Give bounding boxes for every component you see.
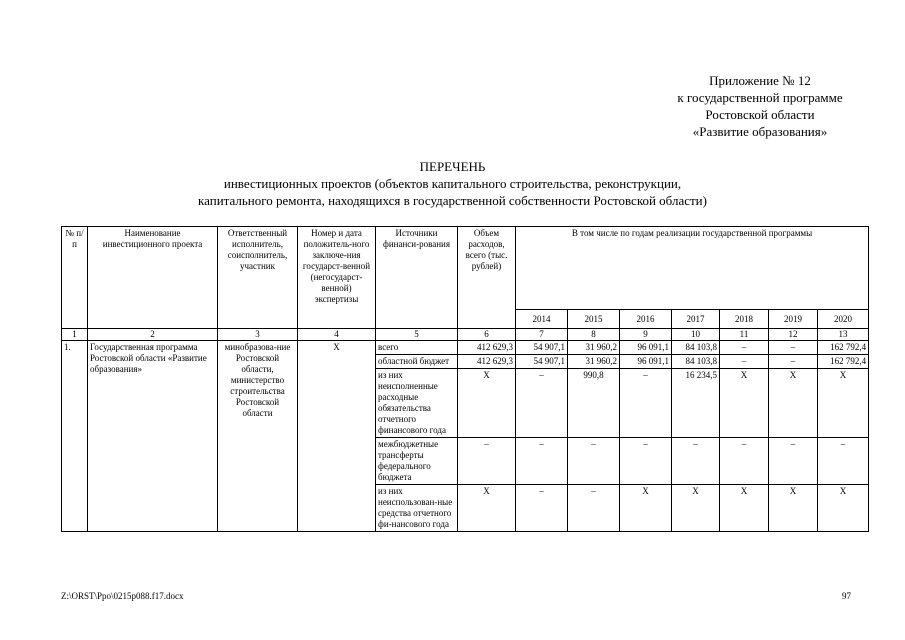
document-title (0, 158, 905, 209)
appendix-line-1: Приложение № 12 (709, 73, 811, 88)
value-cell: Х (458, 485, 516, 532)
header-row (62, 227, 869, 310)
value-cell: Х (818, 369, 869, 438)
header-total: Объем расходов, всего (тыс. рублей) (458, 227, 516, 329)
column-number: 2 (88, 329, 218, 341)
value-cell: – (620, 438, 672, 485)
appendix-line-4: «Развитие образования» (692, 124, 828, 139)
funding-source: из них неиспользован-ные средства отчетного фи-нансового года (376, 485, 458, 532)
title-line-2: инвестиционных проектов (объектов капитального строительства, реконструкции, (223, 176, 682, 191)
value-cell: 990,8 (568, 369, 620, 438)
column-number: 6 (458, 329, 516, 341)
value-cell: 16 234,5 (672, 369, 720, 438)
year-cell: 2015 (568, 310, 620, 329)
funding-source: из них неисполненные расходные обязательства отчетного финансового года (376, 369, 458, 438)
year-cell: 2017 (672, 310, 720, 329)
value-cell: 162 792,4 (818, 341, 869, 355)
footer-file-path: Z:\ORST\Ppo\0215p088.f17.docx (61, 591, 184, 601)
project-name: Государственная программа Ростовской области «Развитие образования» (88, 341, 218, 532)
column-number: 5 (376, 329, 458, 341)
value-cell: 54 907,1 (516, 341, 568, 355)
value-cell: Х (720, 485, 769, 532)
funding-source: межбюджетные трансферты федерального бюджета (376, 438, 458, 485)
investment-projects-table (61, 226, 869, 532)
header-conclusion: Номер и дата положитель-ного заключе-ния государст-венной (негосударст-венной) экспертизы (298, 227, 376, 329)
year-cell: 2018 (720, 310, 769, 329)
value-cell: 96 091,1 (620, 355, 672, 369)
table-row (62, 341, 869, 355)
column-number: 9 (620, 329, 672, 341)
column-number: 11 (720, 329, 769, 341)
title-heading: ПЕРЕЧЕНЬ (419, 159, 486, 174)
column-number: 4 (298, 329, 376, 341)
column-number: 12 (769, 329, 818, 341)
value-cell: 31 960,2 (568, 341, 620, 355)
column-number: 8 (568, 329, 620, 341)
title-line-3: капитального ремонта, находящихся в государственной собственности Ростовской области) (198, 193, 707, 208)
footer-page-number: 97 (842, 591, 851, 601)
value-cell: Х (672, 485, 720, 532)
year-cell: 2014 (516, 310, 568, 329)
value-cell: – (769, 438, 818, 485)
column-number-row (62, 329, 869, 341)
value-cell: – (769, 341, 818, 355)
value-cell: – (720, 341, 769, 355)
appendix-line-2: к государственной программе (677, 90, 843, 105)
column-number: 1 (62, 329, 88, 341)
value-cell: Х (620, 485, 672, 532)
value-cell: Х (818, 485, 869, 532)
value-cell: – (458, 438, 516, 485)
value-cell: 31 960,2 (568, 355, 620, 369)
value-cell: – (818, 438, 869, 485)
project-executor: минобразова-ние Ростовской области, министерство строительства Ростовской области (218, 341, 298, 532)
value-cell: – (568, 438, 620, 485)
appendix-line-3: Ростовской области (705, 107, 815, 122)
year-cell: 2019 (769, 310, 818, 329)
value-cell: – (620, 369, 672, 438)
value-cell: – (769, 355, 818, 369)
value-cell: Х (769, 369, 818, 438)
value-cell: 84 103,8 (672, 355, 720, 369)
value-cell: Х (769, 485, 818, 532)
value-cell: Х (720, 369, 769, 438)
value-cell: 412 629,3 (458, 355, 516, 369)
header-sources: Источники финанси-рования (376, 227, 458, 329)
value-cell: – (516, 438, 568, 485)
project-number: 1. (62, 341, 88, 532)
value-cell: – (672, 438, 720, 485)
value-cell: – (568, 485, 620, 532)
value-cell: 84 103,8 (672, 341, 720, 355)
funding-source: всего (376, 341, 458, 355)
year-cell: 2020 (818, 310, 869, 329)
appendix-header (600, 72, 905, 140)
column-number: 10 (672, 329, 720, 341)
column-number: 7 (516, 329, 568, 341)
header-no: № п/п (62, 227, 88, 329)
value-cell: – (720, 355, 769, 369)
column-number: 13 (818, 329, 869, 341)
header-by-years: В том числе по годам реализации государственной программы (516, 227, 869, 310)
header-name: Наименование инвестиционного проекта (88, 227, 218, 329)
header-executor: Ответственный исполнитель, соисполнитель, участник (218, 227, 298, 329)
value-cell: – (516, 485, 568, 532)
funding-source: областной бюджет (376, 355, 458, 369)
value-cell: Х (458, 369, 516, 438)
column-number: 3 (218, 329, 298, 341)
project-conclusion: Х (298, 341, 376, 532)
value-cell: 412 629,3 (458, 341, 516, 355)
year-cell: 2016 (620, 310, 672, 329)
value-cell: 162 792,4 (818, 355, 869, 369)
value-cell: – (720, 438, 769, 485)
value-cell: – (516, 369, 568, 438)
value-cell: 54 907,1 (516, 355, 568, 369)
value-cell: 96 091,1 (620, 341, 672, 355)
